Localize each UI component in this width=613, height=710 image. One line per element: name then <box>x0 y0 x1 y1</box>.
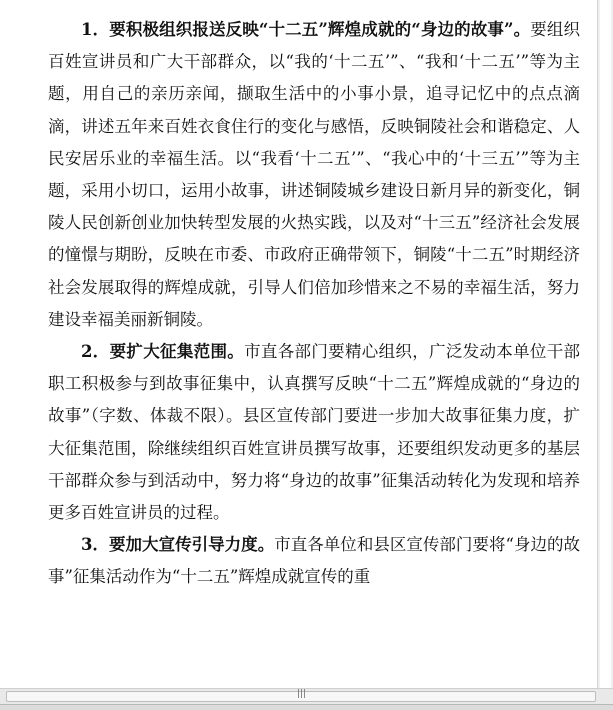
paragraph-2-body: 市直各部门要精心组织，广泛发动本单位干部职工积极参与到故事征集中，认真撰写反映“十二五”辉煌成就的“身边的故事”（字数、体裁不限）。县区宣传部门要进一步加大故事征集力度，扩大征集范围，除继续组织百姓宣讲员撰写故事，还要组织发动更多的基层干部群众参与到活动中，努力将“身边的故事”征集活动转化为发现和培养更多百姓宣讲员的过程。 <box>48 342 581 523</box>
paragraph-2-heading: 2．要扩大征集范围。 <box>81 342 245 362</box>
paragraph-1-body: 要组织百姓宣讲员和广大干部群众，以“我的‘十二五’”、“我和‘十二五’”等为主题，用自己的亲历亲闻，撷取生活中的小事小景，追寻记忆中的点点滴滴，讲述五年来百姓衣食住行的变化与感悟，反映铜陵社会和谐稳定、人民安居乐业的幸福生活。以“我看‘十二五’”、“我心中的‘十三五’”等为主题，采用小切口，运用小故事，讲述铜陵城乡建设日新月异的新变化，铜陵人民创新创业加快转型发展的火热实践，以及对“十三五”经济社会发展的憧憬与期盼，反映在市委、市政府正确带领下，铜陵“十二五”时期经济社会发展取得的辉煌成就，引导人们倍加珍惜来之不易的幸福生活，努力建设幸福美丽新铜陵。 <box>48 20 580 329</box>
horizontal-scrollbar[interactable] <box>0 688 613 704</box>
paragraph-3-heading: 3．要加大宣传引导力度。 <box>81 535 275 555</box>
document-body <box>48 14 580 594</box>
horizontal-scrollbar-thumb[interactable] <box>6 691 596 702</box>
vertical-scrollbar-track[interactable] <box>600 0 611 688</box>
scrollbar-grip-icon: ||| <box>297 689 307 699</box>
paragraph-1-heading: 1．要积极组织报送反映“十二五”辉煌成就的“身边的故事”。 <box>81 20 531 39</box>
paragraph-3 <box>48 529 580 593</box>
paragraph-1 <box>48 14 580 336</box>
status-bar <box>0 704 613 710</box>
paragraph-2 <box>48 336 580 529</box>
paragraph-3-body: 市直各单位和县区宣传部门要将“身边的故事”征集活动作为“十二五”辉煌成就宣传的重 <box>48 535 581 587</box>
vertical-scrollbar[interactable] <box>597 0 613 688</box>
